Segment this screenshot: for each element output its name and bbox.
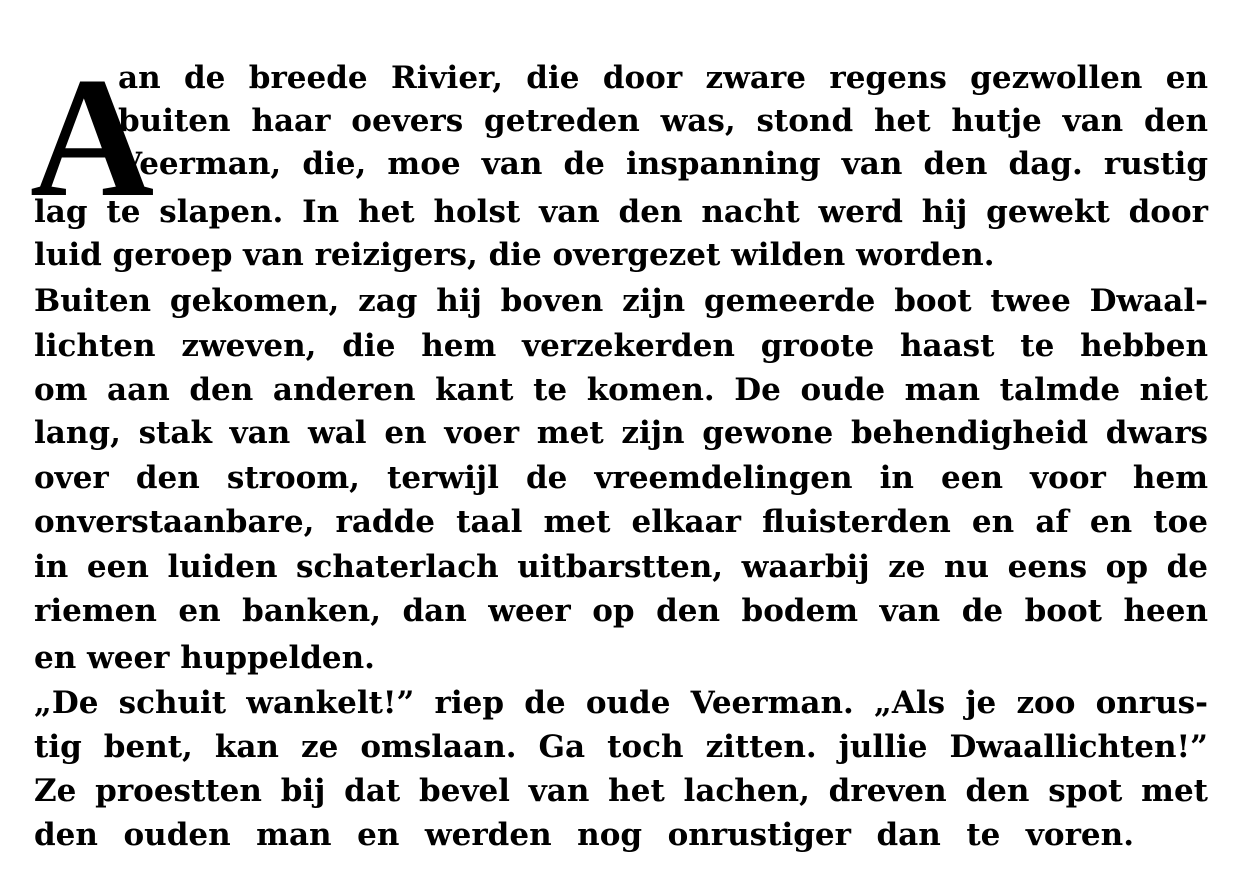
text-line: lang, stak van wal en voer met zijn gewone behendigheid dwars — [34, 415, 1208, 451]
text-line: an de breede Rivier, die door zware regens gezwollen en — [118, 60, 1208, 96]
text-line: den ouden man en werden nog onrustiger dan te voren. — [34, 817, 1134, 853]
text-line: Buiten gekomen, zag hij boven zijn gemeerde boot twee Dwaal- — [34, 283, 1208, 319]
text-line: in een luiden schaterlach uitbarstten, waarbij ze nu eens op de — [34, 549, 1208, 585]
text-line: Ze proestten bij dat bevel van het lachen, dreven den spot met — [34, 773, 1208, 809]
text-line: over den stroom, terwijl de vreemdelingen in een voor hem — [34, 460, 1208, 496]
text-line: lichten zweven, die hem verzekerden groote haast te hebben — [34, 328, 1208, 364]
text-line: buiten haar oevers getreden was, stond het hutje van den — [118, 103, 1208, 139]
text-line: tig bent, kan ze omslaan. Ga toch zitten. jullie Dwaallichten!” — [34, 729, 1208, 765]
text-line: onverstaanbare, radde taal met elkaar fluisterden en af en toe — [34, 504, 1208, 540]
text-line: „De schuit wankelt!” riep de oude Veerman. „Als je zoo onrus- — [34, 685, 1208, 721]
drop-cap: A — [30, 43, 155, 233]
text-line: lag te slapen. In het holst van den nacht werd hij gewekt door — [34, 194, 1208, 230]
text-line: Veerman, die, moe van de inspanning van den dag. rustig — [118, 146, 1208, 182]
text-line: luid geroep van reizigers, die overgezet wilden worden. — [34, 237, 995, 273]
text-line: riemen en banken, dan weer op den bodem van de boot heen — [34, 593, 1208, 629]
text-line: om aan den anderen kant te komen. De oude man talmde niet — [34, 372, 1208, 408]
text-line: en weer huppelden. — [34, 640, 375, 676]
